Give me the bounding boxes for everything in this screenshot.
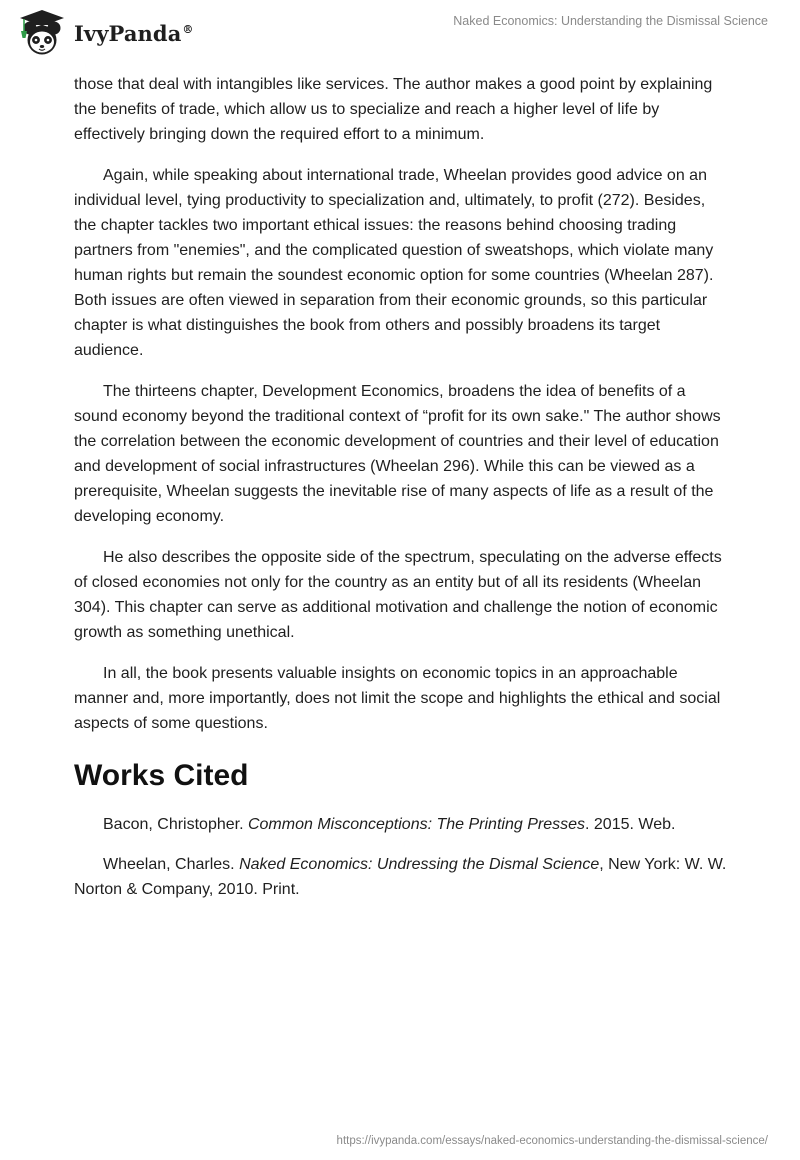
registered-mark: ® [182,22,194,36]
paragraph: The thirteens chapter, Development Economics, broadens the idea of benefits of a sound economy beyond the traditional context of “profit for its own sake." The author shows the correlation between the economic development of countries and their level of education and development of social infrastructures (Wheelan 296). While this can be viewed as a prerequisite, Wheelan suggests the inevitable rise of many aspects of life as a result of the developing economy. [74,383,721,525]
citation-entry [74,812,729,837]
brand-name-text: IvyPanda [74,20,182,46]
citation-title: Naked Economics: Undressing the Dismal Science [239,856,600,873]
panda-graduation-cap-icon [14,8,70,58]
paragraph-continuation: those that deal with intangibles like services. The author makes a good point by explaining the benefits of trade, which allow us to specialize and reach a higher level of life by effectively bringing down the required effort to a minimum. [74,76,713,143]
citation-entry [74,852,729,902]
brand-name [74,21,194,46]
ivypanda-logo[interactable] [14,8,194,58]
essay-content [74,72,729,917]
citation-author: Bacon, Christopher. [103,816,248,833]
paragraph: Again, while speaking about international trade, Wheelan provides good advice on an individual level, tying productivity to specialization and, ultimately, to profit (272). Besides, the chapter tackles two important ethical issues: the reasons behind choosing trading partners from "enemies", and the complicated question of sweatshops, which violate many human rights but remain the soundest economic option for some countries (Wheelan 287). Both issues are often viewed in separation from their economic grounds, so this particular chapter is what distinguishes the book from others and possibly broadens its target audience. [74,167,714,359]
page-header [0,0,800,66]
citation-author: Wheelan, Charles. [103,856,240,873]
paragraph: In all, the book presents valuable insights on economic topics in an approachable manner and, more importantly, does not limit the scope and highlights the ethical and social aspects of some questions. [74,665,721,732]
works-cited-heading: Works Cited [74,759,249,792]
citation-details: , New York: W. W. Norton & Company, 2010. Print. [74,856,727,898]
citation-title: Common Misconceptions: The Printing Presses [247,816,585,833]
source-url[interactable]: https://ivypanda.com/essays/naked-economics-understanding-the-dismissal-science/ [336,1135,768,1147]
citation-details: . 2015. Web. [585,816,676,833]
paragraph: He also describes the opposite side of the spectrum, speculating on the adverse effects of closed economies not only for the country as an entity but of all its residents (Wheelan 304). This chapter can serve as additional motivation and challenge the notion of economic growth as something unethical. [74,549,722,641]
document-title: Naked Economics: Understanding the Dismissal Science [453,14,768,28]
